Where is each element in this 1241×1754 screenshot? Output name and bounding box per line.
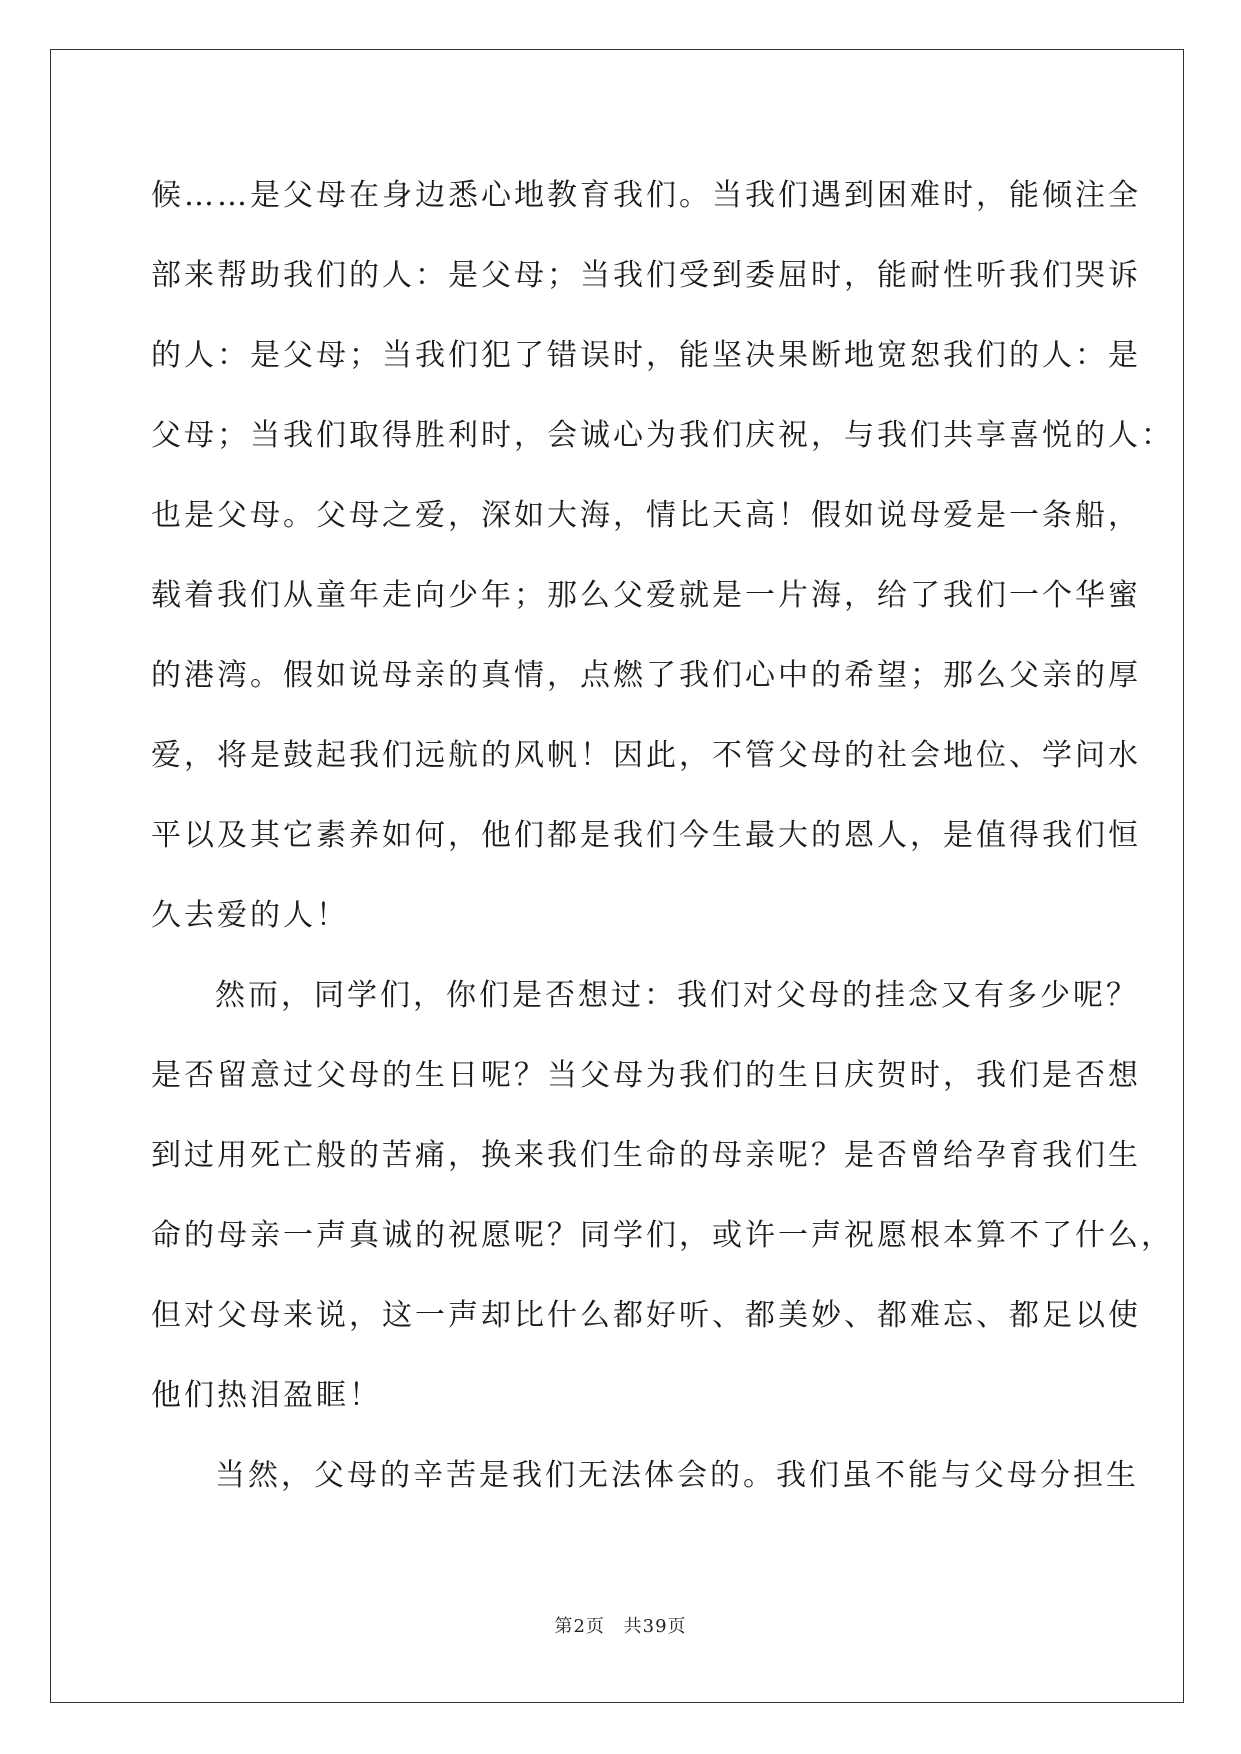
text-line: 但对父母来说，这一声却比什么都好听、都美妙、都难忘、都足以使 [151,1298,1141,1333]
text-line: 到过用死亡般的苦痛，换来我们生命的母亲呢？是否曾给孕育我们生 [151,1138,1141,1173]
text-line: 平以及其它素养如何，他们都是我们今生最大的恩人，是值得我们恒 [151,818,1141,853]
text-line: 是否留意过父母的生日呢？当父母为我们的生日庆贺时，我们是否想 [151,1058,1141,1093]
current-page-label: 第2页 [554,1616,605,1637]
text-line: 的港湾。假如说母亲的真情，点燃了我们心中的希望；那么父亲的厚 [151,658,1141,693]
text-line: 当然，父母的辛苦是我们无法体会的。我们虽不能与父母分担生 [215,1458,1139,1493]
document-body [151,156,1174,1516]
text-line: 载着我们从童年走向少年；那么父爱就是一片海，给了我们一个华蜜 [151,578,1141,613]
text-line: 命的母亲一声真诚的祝愿呢？同学们，或许一声祝愿根本算不了什么， [151,1218,1174,1253]
text-line: 爱，将是鼓起我们远航的风帆！因此，不管父母的社会地位、学问水 [151,738,1141,773]
text-line: 他们热泪盈眶！ [151,1378,382,1413]
text-line: 父母；当我们取得胜利时，会诚心为我们庆祝，与我们共享喜悦的人： [151,418,1174,453]
text-line: 的人：是父母；当我们犯了错误时，能坚决果断地宽恕我们的人：是 [151,338,1141,373]
total-pages-label: 共39页 [623,1616,687,1637]
text-line: 也是父母。父母之爱，深如大海，情比天高！假如说母爱是一条船， [151,498,1141,533]
page-footer [0,1612,1241,1638]
text-line: 然而，同学们，你们是否想过：我们对父母的挂念又有多少呢？ [215,978,1139,1013]
text-line: 部来帮助我们的人：是父母；当我们受到委屈时，能耐性听我们哭诉 [151,258,1141,293]
text-line: 久去爱的人！ [151,898,349,933]
text-line: 候……是父母在身边悉心地教育我们。当我们遇到困难时，能倾注全 [151,178,1141,213]
